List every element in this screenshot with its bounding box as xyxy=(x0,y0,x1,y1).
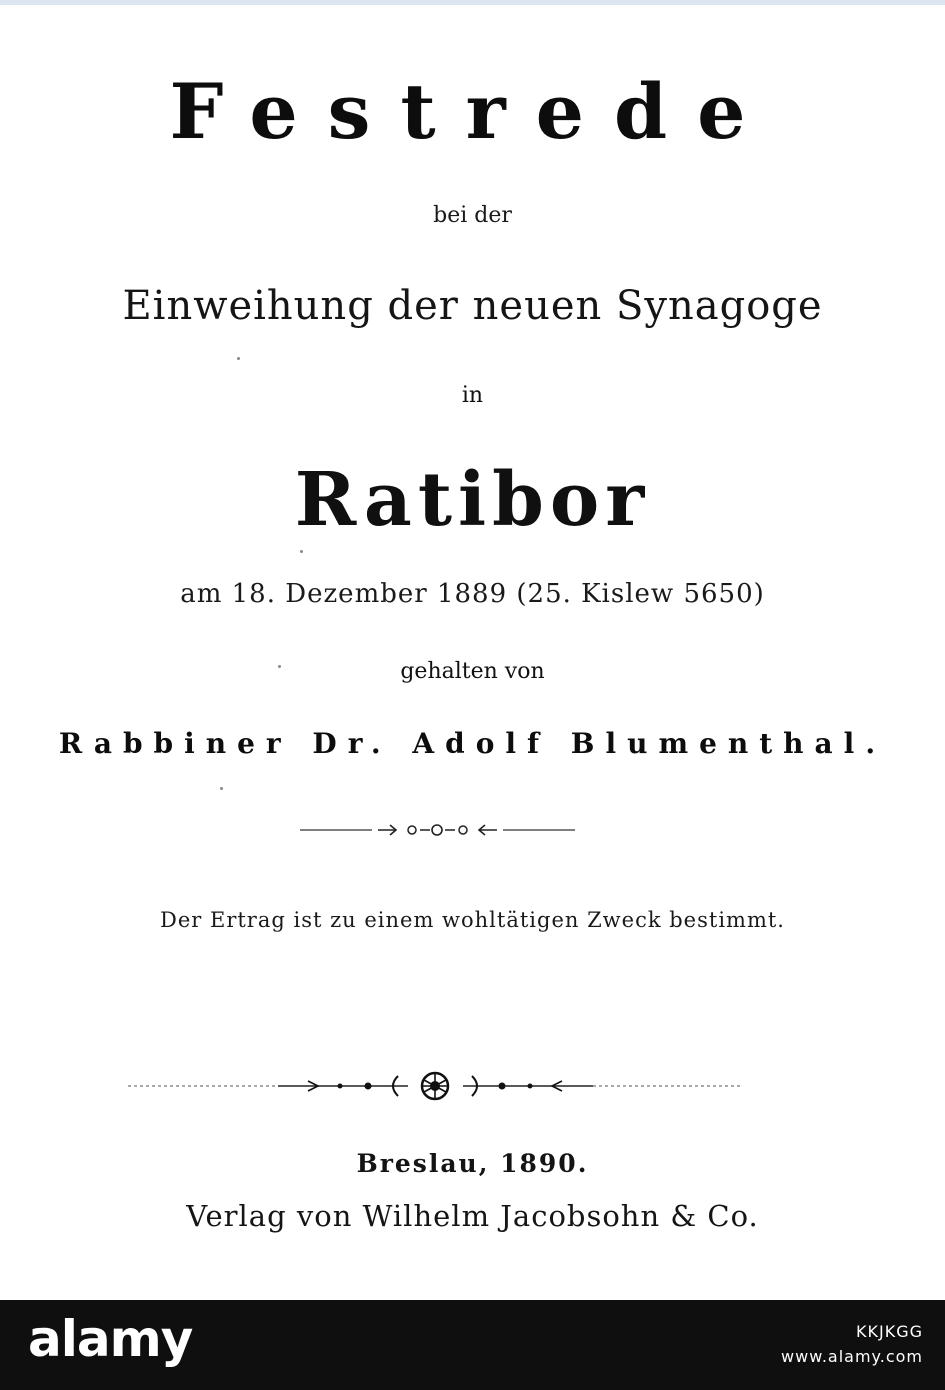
preposition-in: in xyxy=(461,383,484,408)
purpose-line: Der Ertrag ist zu einem wohltätigen Zweck bestimmt. xyxy=(160,908,785,932)
document-title: Festrede xyxy=(169,67,776,156)
date-line: am 18. Dezember 1889 (25. Kislew 5650) xyxy=(180,579,765,609)
publisher-line: Verlag von Wilhelm Jacobsohn & Co. xyxy=(186,1199,759,1233)
place-year-line: Breslau, 1890. xyxy=(356,1149,589,1178)
subtitle-einweihung: Einweihung der neuen Synagoge xyxy=(122,283,823,329)
paper-speck xyxy=(278,665,281,668)
subtitle-bei-der: bei der xyxy=(433,203,512,228)
given-by-line: gehalten von xyxy=(400,659,545,684)
author-line: Rabbiner Dr. Adolf Blumenthal. xyxy=(58,727,887,760)
watermark-site: www.alamy.com xyxy=(781,1347,923,1366)
city-name: Ratibor xyxy=(294,457,651,543)
watermark-logo: alamy xyxy=(28,1310,193,1368)
watermark-image-id: KKJKGG xyxy=(856,1322,923,1341)
ornament-divider-small xyxy=(300,820,575,840)
paper-speck xyxy=(220,787,223,790)
ornament-divider-large xyxy=(128,1070,743,1102)
paper-speck xyxy=(300,550,303,553)
paper-speck xyxy=(237,357,240,360)
title-page xyxy=(0,5,945,1300)
